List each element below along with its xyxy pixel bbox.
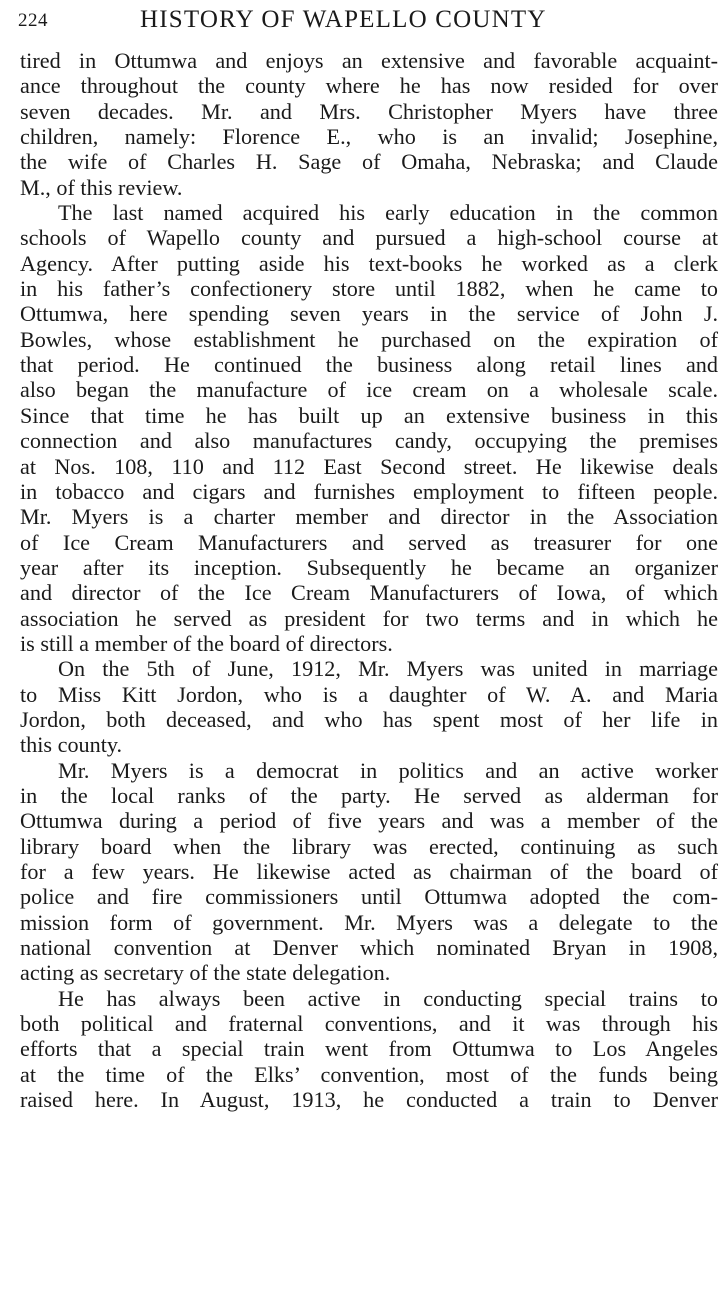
text-line: Jordon, both deceased, and who has spent most of her life in	[20, 706, 718, 732]
text-line: in the local ranks of the party. He served as alderman for	[20, 782, 718, 808]
text-line: is still a member of the board of directors.	[20, 630, 393, 656]
text-line: raised here. In August, 1913, he conducted a train to Denver	[20, 1087, 718, 1113]
text-line: in tobacco and cigars and furnishes employment to fifteen people.	[20, 478, 718, 504]
text-line: association he served as president for two terms and in which he	[20, 605, 718, 631]
page-number: 224	[18, 10, 48, 31]
text-line: efforts that a special train went from Ottumwa to Los Angeles	[20, 1036, 718, 1062]
text-line: Ottumwa, here spending seven years in the service of John J.	[20, 301, 718, 327]
text-line: ance throughout the county where he has now resided for over	[20, 73, 718, 99]
text-line: The last named acquired his early education in the common	[58, 200, 718, 226]
text-line: also began the manufacture of ice cream on a wholesale scale.	[20, 377, 718, 403]
text-line: this county.	[20, 732, 123, 758]
text-line: M., of this review.	[20, 174, 183, 200]
text-line: Since that time he has built up an extensive business in this	[20, 402, 718, 428]
text-line: to Miss Kitt Jordon, who is a daughter of W. A. and Maria	[20, 681, 718, 707]
text-line: the wife of Charles H. Sage of Omaha, Nebraska; and Claude	[20, 149, 718, 175]
text-line: of Ice Cream Manufacturers and served as treasurer for one	[20, 529, 718, 555]
text-line: Ottumwa during a period of five years and was a member of the	[20, 808, 718, 834]
text-line: children, namely: Florence E., who is an invalid; Josephine,	[20, 124, 718, 150]
text-line: acting as secretary of the state delegation.	[20, 960, 391, 986]
text-line: both political and fraternal conventions, and it was through his	[20, 1011, 718, 1037]
text-line: On the 5th of June, 1912, Mr. Myers was united in marriage	[58, 656, 718, 682]
text-line: Mr. Myers is a democrat in politics and an active worker	[58, 757, 718, 783]
text-line: that period. He continued the business along retail lines and	[20, 352, 718, 378]
text-line: in his father’s confectionery store until 1882, when he came to	[20, 276, 718, 302]
text-line: Bowles, whose establishment he purchased on the expiration of	[20, 326, 718, 352]
text-line: library board when the library was erected, continuing as such	[20, 833, 718, 859]
text-line: national convention at Denver which nominated Bryan in 1908,	[20, 935, 718, 961]
running-head-title: HISTORY OF WAPELLO COUNTY	[140, 6, 547, 33]
text-line: at Nos. 108, 110 and 112 East Second street. He likewise deals	[20, 453, 718, 479]
body-text	[20, 48, 718, 1112]
text-line: connection and also manufactures candy, occupying the premises	[20, 428, 718, 454]
text-line: for a few years. He likewise acted as chairman of the board of	[20, 859, 718, 884]
text-line: police and fire commissioners until Ottumwa adopted the com-	[20, 884, 718, 910]
text-line: at the time of the Elks’ convention, most of the funds being	[20, 1061, 718, 1087]
text-line: and director of the Ice Cream Manufacturers of Iowa, of which	[20, 580, 718, 606]
text-line: Agency. After putting aside his text-books he worked as a clerk	[20, 250, 718, 276]
text-line: mission form of government. Mr. Myers was a delegate to the	[20, 909, 718, 935]
text-line: He has always been active in conducting special trains to	[58, 985, 718, 1011]
text-line: schools of Wapello county and pursued a high-school course at	[20, 225, 718, 251]
text-line: seven decades. Mr. and Mrs. Christopher Myers have three	[20, 98, 718, 124]
text-line: tired in Ottumwa and enjoys an extensive and favorable acquaint-	[20, 48, 718, 73]
page-header	[0, 4, 728, 38]
text-line: Mr. Myers is a charter member and director in the Association	[20, 504, 718, 530]
text-line: year after its inception. Subsequently he became an organizer	[20, 554, 718, 580]
